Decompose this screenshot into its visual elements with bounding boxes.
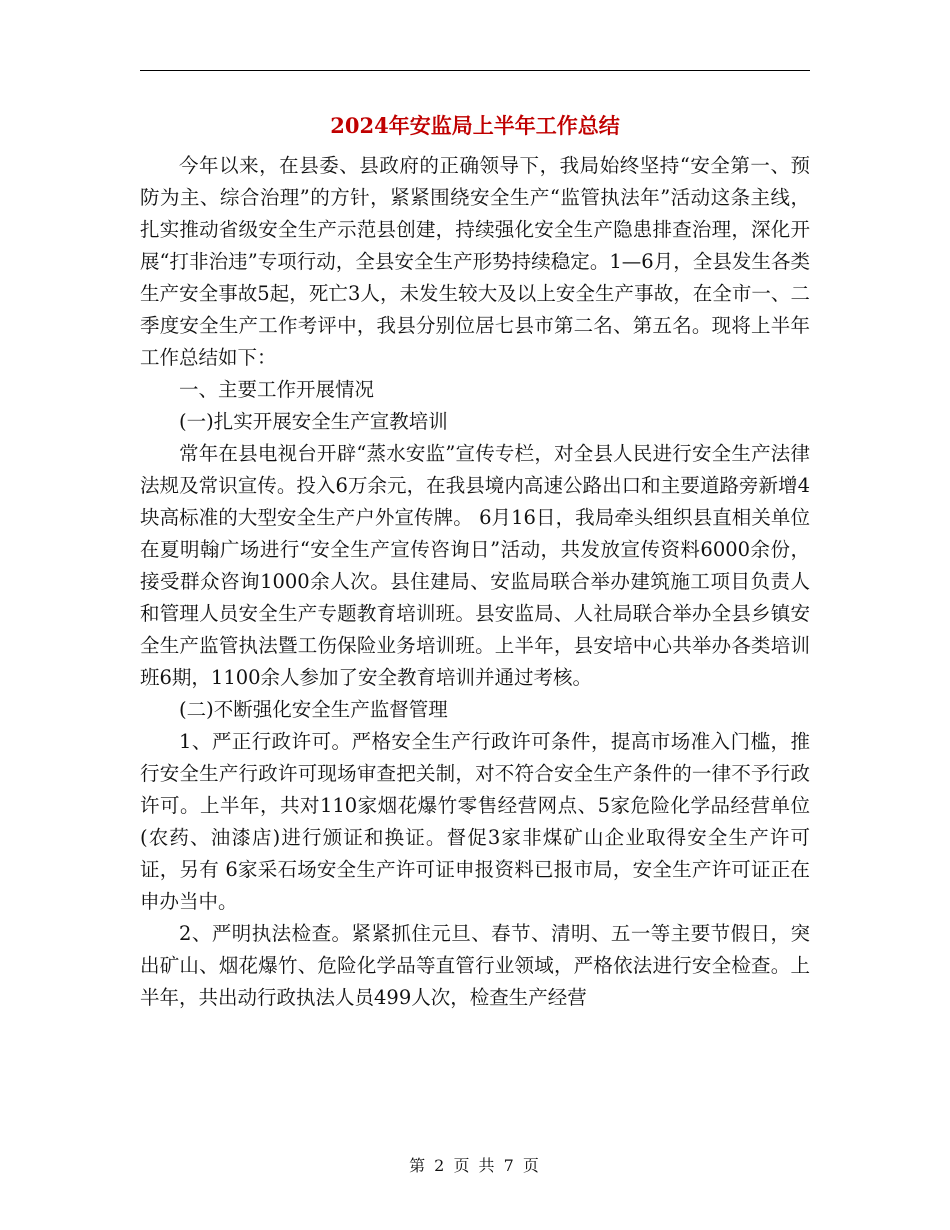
subsection-heading-training: (一)扎实开展安全生产宣教培训: [179, 410, 448, 433]
section-heading-main-work: 一、主要工作开展情况: [179, 378, 375, 401]
subsection-heading-supervision: (二)不断强化安全生产监督管理: [179, 698, 448, 721]
page-number-footer: 第 2 页 共 7 页: [409, 1156, 541, 1175]
header-rule: [140, 70, 810, 71]
inspection-paragraph: 2、严明执法检查。紧紧抓住元旦、春节、清明、五一等主要节假日，突出矿山、烟花爆竹、危险化学品等直管行业领域，严格依法进行安全检查。上半年，共出动行政执法人员499人次，检查生产经营: [140, 922, 810, 1009]
intro-paragraph: 今年以来，在县委、县政府的正确领导下，我局始终坚持“安全第一、预防为主、综合治理”的方针，紧紧围绕安全生产“监管执法年”活动这条主线，扎实推动省级安全生产示范县创建，持续强化安全生产隐患排查治理，深化开展“打非治违”专项行动，全县安全生产形势持续稳定。1—6月，全县发生各类生产安全事故5起，死亡3人，未发生较大及以上安全生产事故，在全市一、二季度安全生产工作考评中，我县分别位居七县市第二名、第五名。现将上半年工作总结如下：: [140, 154, 810, 369]
document-body: [140, 108, 810, 1014]
licensing-paragraph: 1、严正行政许可。严格安全生产行政许可条件，提高市场准入门槛，推行安全生产行政许可现场审查把关制，对不符合安全生产条件的一律不予行政许可。上半年，共对110家烟花爆竹零售经营网点、5家危险化学品经营单位(农药、油漆店)进行颁证和换证。督促3家非煤矿山企业取得安全生产许可证，另有 6家采石场安全生产许可证申报资料已报市局，安全生产许可证正在申办当中。: [140, 730, 810, 913]
document-title: 2024年安监局上半年工作总结: [330, 113, 620, 138]
training-paragraph: 常年在县电视台开辟“蒸水安监”宣传专栏，对全县人民进行安全生产法律法规及常识宣传。投入6万余元，在我县境内高速公路出口和主要道路旁新增4块高标准的大型安全生产户外宣传牌。 6月16日，我局牵头组织县直相关单位在夏明翰广场进行“安全生产宣传咨询日”活动，共发放宣传资料6000余份，接受群众咨询1000余人次。县住建局、安监局联合举办建筑施工项目负责人和管理人员安全生产专题教育培训班。县安监局、人社局联合举办全县乡镇安全生产监管执法暨工伤保险业务培训班。上半年，县安培中心共举办各类培训班6期，1100余人参加了安全教育培训并通过考核。: [140, 442, 810, 689]
